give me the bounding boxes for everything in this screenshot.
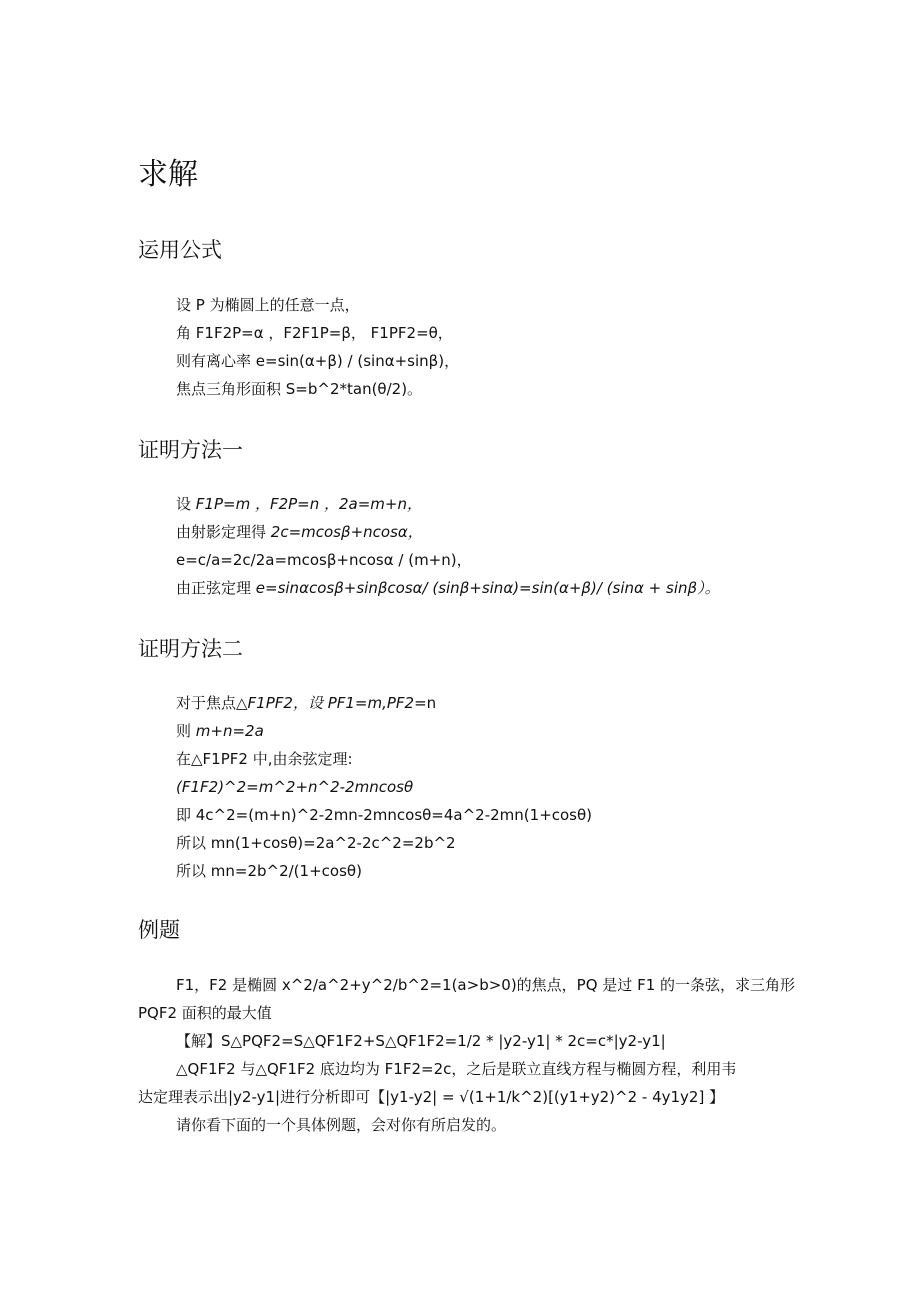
formula-line-1: 设 P 为椭圆上的任意一点，	[176, 296, 360, 314]
proof2-line-4: (F1F2)^2=m^2+n^2-2mncosθ	[176, 778, 414, 796]
example-analysis-line-1: △QF1F2 与△QF1F2 底边均为 F1F2=2c，之后是联立直线方程与椭圆方程，利用韦	[176, 1060, 737, 1078]
example-solution-line: 【解】S△PQF2=S△QF1F2+S△QF1F2=1/2 * |y2-y1| * 2c=c*|y2-y1|	[176, 1032, 666, 1050]
proof1-line-1-prefix: 设	[176, 495, 196, 513]
formula-line-4: 焦点三角形面积 S=b^2*tan(θ/2)。	[176, 380, 423, 398]
proof2-line-1-suffix: n	[426, 694, 437, 712]
example-hint-line: 请你看下面的一个具体例题，会对你有所启发的。	[176, 1116, 507, 1134]
heading-proof-2: 证明方法二	[138, 637, 243, 661]
proof2-line-1	[176, 692, 436, 714]
page-title: 求解	[138, 157, 198, 192]
proof1-line-1-formula: F1P=m ，F2P=n ，2a=m+n，	[195, 495, 422, 513]
proof1-line-2-formula: 2c=mcosβ+ncosα，	[270, 523, 423, 541]
proof2-line-1-prefix: 对于焦点	[176, 694, 237, 712]
proof2-line-7: 所以 mn=2b^2/(1+cosθ)	[176, 862, 362, 880]
formula-line-2: 角 F1F2P=α ，F2F1P=β， F1PF2=θ，	[176, 324, 453, 342]
example-problem-line-1: F1，F2 是椭圆 x^2/a^2+y^2/b^2=1(a>b>0)的焦点，PQ 是过 F1 的一条弦，求三角形	[176, 976, 796, 994]
proof1-line-4-prefix: 由正弦定理	[176, 579, 256, 597]
proof2-line-1-formula: △F1PF2，设 PF1=m,PF2=	[236, 694, 427, 712]
example-analysis-line-2: 达定理表示出|y2-y1|进行分析即可【|y1-y2| = √(1+1/k^2)[(y1+y2)^2 - 4y1y2] 】	[138, 1088, 725, 1106]
proof2-line-5: 即 4c^2=(m+n)^2-2mn-2mncosθ=4a^2-2mn(1+cosθ)	[176, 806, 593, 824]
proof1-line-2-prefix: 由射影定理得	[176, 523, 271, 541]
proof2-line-2	[176, 720, 264, 742]
proof1-line-2	[176, 521, 423, 543]
formula-line-3: 则有离心率 e=sin(α+β) / (sinα+sinβ)，	[176, 352, 460, 370]
proof1-line-1	[176, 493, 422, 515]
proof2-line-6: 所以 mn(1+cosθ)=2a^2-2c^2=2b^2	[176, 834, 456, 852]
proof1-line-4	[176, 577, 720, 599]
proof1-line-3: e=c/a=2c/2a=mcosβ+ncosα / (m+n)，	[176, 551, 472, 569]
proof2-line-3: 在△F1PF2 中,由余弦定理:	[176, 750, 353, 768]
heading-example: 例题	[138, 918, 180, 942]
heading-proof-1: 证明方法一	[138, 438, 243, 462]
proof2-line-2-formula: m+n=2a	[195, 722, 264, 740]
proof1-line-4-formula: e=sinαcosβ+sinβcosα/ (sinβ+sinα)=sin(α+β)/ (sinα + sinβ）。	[255, 579, 720, 597]
example-problem-line-2: PQF2 面积的最大值	[138, 1004, 272, 1022]
proof2-line-2-prefix: 则	[176, 722, 196, 740]
heading-formula: 运用公式	[138, 238, 222, 262]
